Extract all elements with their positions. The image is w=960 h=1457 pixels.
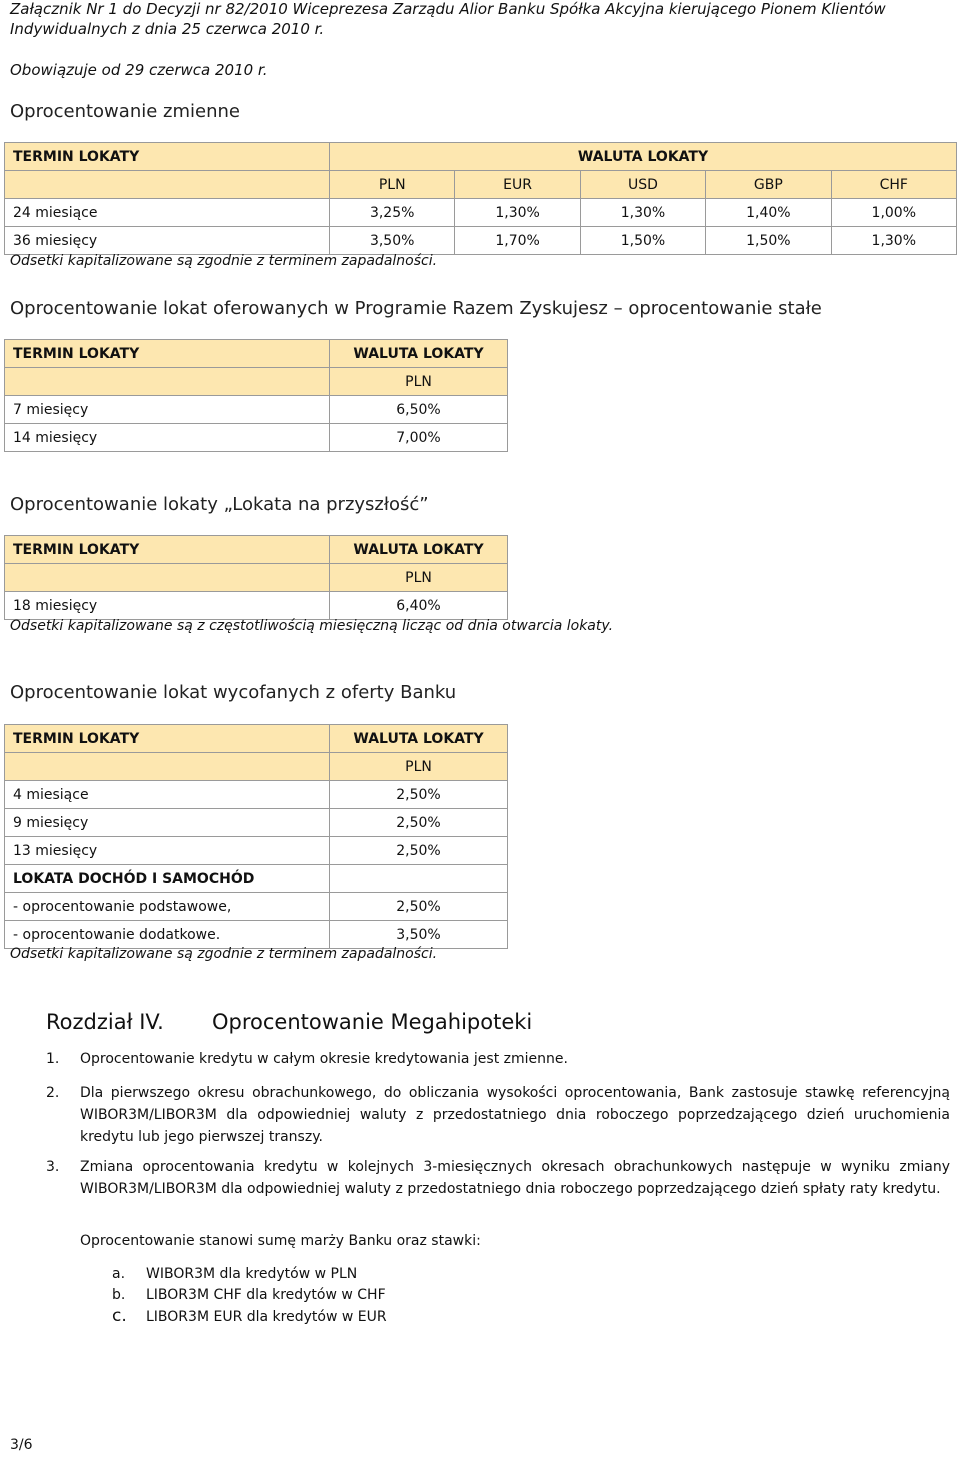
list-text: LIBOR3M EUR dla kredytów w EUR <box>146 1309 387 1325</box>
rate-cell: 7,00% <box>330 424 508 452</box>
section3-title: Oprocentowanie lokaty „Lokata na przyszłość” <box>10 494 429 515</box>
paragraph-number: 1. <box>46 1051 60 1067</box>
rate-cell: 6,40% <box>330 592 508 620</box>
currency-row <box>5 368 508 396</box>
empty-cell <box>5 753 330 781</box>
variable-rate-table <box>4 142 957 255</box>
rate-cell: 6,50% <box>330 396 508 424</box>
currency-row <box>5 753 508 781</box>
rate-cell: 3,50% <box>330 227 455 255</box>
col-term-header: TERMIN LOKATY <box>5 536 330 564</box>
col-term-header: TERMIN LOKATY <box>5 725 330 753</box>
rate-cell: 2,50% <box>330 837 508 865</box>
empty-cell <box>330 865 508 893</box>
currency-usd: USD <box>580 171 705 199</box>
decision-header-line2: Indywidualnych z dnia 25 czerwca 2010 r. <box>10 20 325 38</box>
razem-zyskujesz-table <box>4 339 508 452</box>
table-row <box>5 809 508 837</box>
rate-cell: 1,50% <box>706 227 831 255</box>
currency-pln: PLN <box>330 171 455 199</box>
section4-note: Odsetki kapitalizowane są zgodnie z terminem zapadalności. <box>10 946 438 962</box>
col-currency-header: WALUTA LOKATY <box>330 536 508 564</box>
empty-cell <box>5 171 330 199</box>
col-currency-header: WALUTA LOKATY <box>330 725 508 753</box>
list-item <box>112 1285 387 1306</box>
rate-cell: 2,50% <box>330 893 508 921</box>
section4-title: Oprocentowanie lokat wycofanych z oferty Banku <box>10 682 457 703</box>
term-cell: 24 miesiące <box>5 199 330 227</box>
paragraph-text: Dla pierwszego okresu obrachunkowego, do obliczania wysokości oprocentowania, Bank zastosuje stawkę referencyjną WIBOR3M/LIBOR3M dla odpowiedniej waluty z przedostatniego dnia roboczego poprzedzającego dzień uruchomienia kredytu lub jego pierwszej transzy. <box>80 1085 950 1145</box>
table-row <box>5 396 508 424</box>
term-cell: 13 miesięcy <box>5 837 330 865</box>
list-letter: a. <box>112 1266 126 1282</box>
table-row <box>5 227 957 255</box>
table-row <box>5 921 508 949</box>
col-currency-header: WALUTA LOKATY <box>330 340 508 368</box>
section1-note: Odsetki kapitalizowane są zgodnie z terminem zapadalności. <box>10 253 438 269</box>
term-cell: 18 miesięcy <box>5 592 330 620</box>
table-row <box>5 865 508 893</box>
table-row <box>5 837 508 865</box>
currency-pln: PLN <box>330 368 508 396</box>
term-cell: - oprocentowanie podstawowe, <box>5 893 330 921</box>
rate-cell: 1,50% <box>580 227 705 255</box>
term-cell: 7 miesięcy <box>5 396 330 424</box>
rate-list <box>112 1264 387 1328</box>
paragraph-text: Zmiana oprocentowania kredytu w kolejnych 3-miesięcznych okresach obrachunkowych następuje w wyniku zmiany WIBOR3M/LIBOR3M dla odpowiedniej waluty z przedostatniego dnia roboczego poprzedzającego dzień spłaty raty kredytu. <box>80 1159 950 1197</box>
rate-cell: 1,00% <box>831 199 956 227</box>
list-letter: c. <box>112 1306 127 1326</box>
rate-cell: 1,70% <box>455 227 580 255</box>
empty-cell <box>5 368 330 396</box>
currency-pln: PLN <box>330 753 508 781</box>
table-header-row <box>5 725 508 753</box>
rate-intro: Oprocentowanie stanowi sumę marży Banku oraz stawki: <box>80 1233 481 1249</box>
rate-cell: 2,50% <box>330 781 508 809</box>
rate-cell: 1,40% <box>706 199 831 227</box>
effective-date: Obowiązuje od 29 czerwca 2010 r. <box>10 61 268 79</box>
currency-eur: EUR <box>455 171 580 199</box>
section1-title: Oprocentowanie zmienne <box>10 101 240 122</box>
paragraph-text: Oprocentowanie kredytu w całym okresie kredytowania jest zmienne. <box>80 1051 568 1067</box>
currency-row <box>5 564 508 592</box>
currency-row <box>5 171 957 199</box>
list-letter: b. <box>112 1287 126 1303</box>
section2-title: Oprocentowanie lokat oferowanych w Programie Razem Zyskujesz – oprocentowanie stałe <box>10 298 822 319</box>
currency-chf: CHF <box>831 171 956 199</box>
rate-cell: 1,30% <box>455 199 580 227</box>
term-cell: 4 miesiące <box>5 781 330 809</box>
table-row <box>5 199 957 227</box>
withdrawn-deposits-table <box>4 724 508 949</box>
term-cell: 36 miesięcy <box>5 227 330 255</box>
currency-pln: PLN <box>330 564 508 592</box>
list-item <box>112 1264 387 1285</box>
col-term-header: TERMIN LOKATY <box>5 143 330 171</box>
currency-gbp: GBP <box>706 171 831 199</box>
rate-cell: 1,30% <box>580 199 705 227</box>
table-header-row <box>5 340 508 368</box>
chapter-label: Rozdział IV. <box>46 1010 164 1034</box>
section3-note: Odsetki kapitalizowane są z częstotliwością miesięczną licząc od dnia otwarcia lokaty. <box>10 618 614 634</box>
term-cell: - oprocentowanie dodatkowe. <box>5 921 330 949</box>
table-row <box>5 424 508 452</box>
paragraph-1 <box>46 1048 950 1070</box>
paragraph-number: 2. <box>46 1085 60 1101</box>
empty-cell <box>5 564 330 592</box>
list-item <box>112 1306 387 1328</box>
lokata-na-przyszlosc-table <box>4 535 508 620</box>
rate-cell: 3,25% <box>330 199 455 227</box>
table-header-row <box>5 536 508 564</box>
decision-header-line1: Załącznik Nr 1 do Decyzji nr 82/2010 Wiceprezesa Zarządu Alior Banku Spółka Akcyjna kierującego Pionem Klientów <box>10 0 886 18</box>
col-currency-header: WALUTA LOKATY <box>330 143 957 171</box>
table-row <box>5 781 508 809</box>
term-cell: 9 miesięcy <box>5 809 330 837</box>
chapter-title: Oprocentowanie Megahipoteki <box>212 1010 533 1034</box>
page-number: 3/6 <box>10 1437 33 1453</box>
paragraph-number: 3. <box>46 1159 60 1175</box>
list-text: WIBOR3M dla kredytów w PLN <box>146 1266 358 1282</box>
table-row <box>5 893 508 921</box>
table-header-row <box>5 143 957 171</box>
list-text: LIBOR3M CHF dla kredytów w CHF <box>146 1287 386 1303</box>
term-cell: 14 miesięcy <box>5 424 330 452</box>
rate-cell: 1,30% <box>831 227 956 255</box>
table-row <box>5 592 508 620</box>
product-name-cell: LOKATA DOCHÓD I SAMOCHÓD <box>5 865 330 893</box>
rate-cell: 3,50% <box>330 921 508 949</box>
col-term-header: TERMIN LOKATY <box>5 340 330 368</box>
paragraph-2 <box>46 1082 950 1148</box>
rate-cell: 2,50% <box>330 809 508 837</box>
paragraph-3 <box>46 1156 950 1200</box>
